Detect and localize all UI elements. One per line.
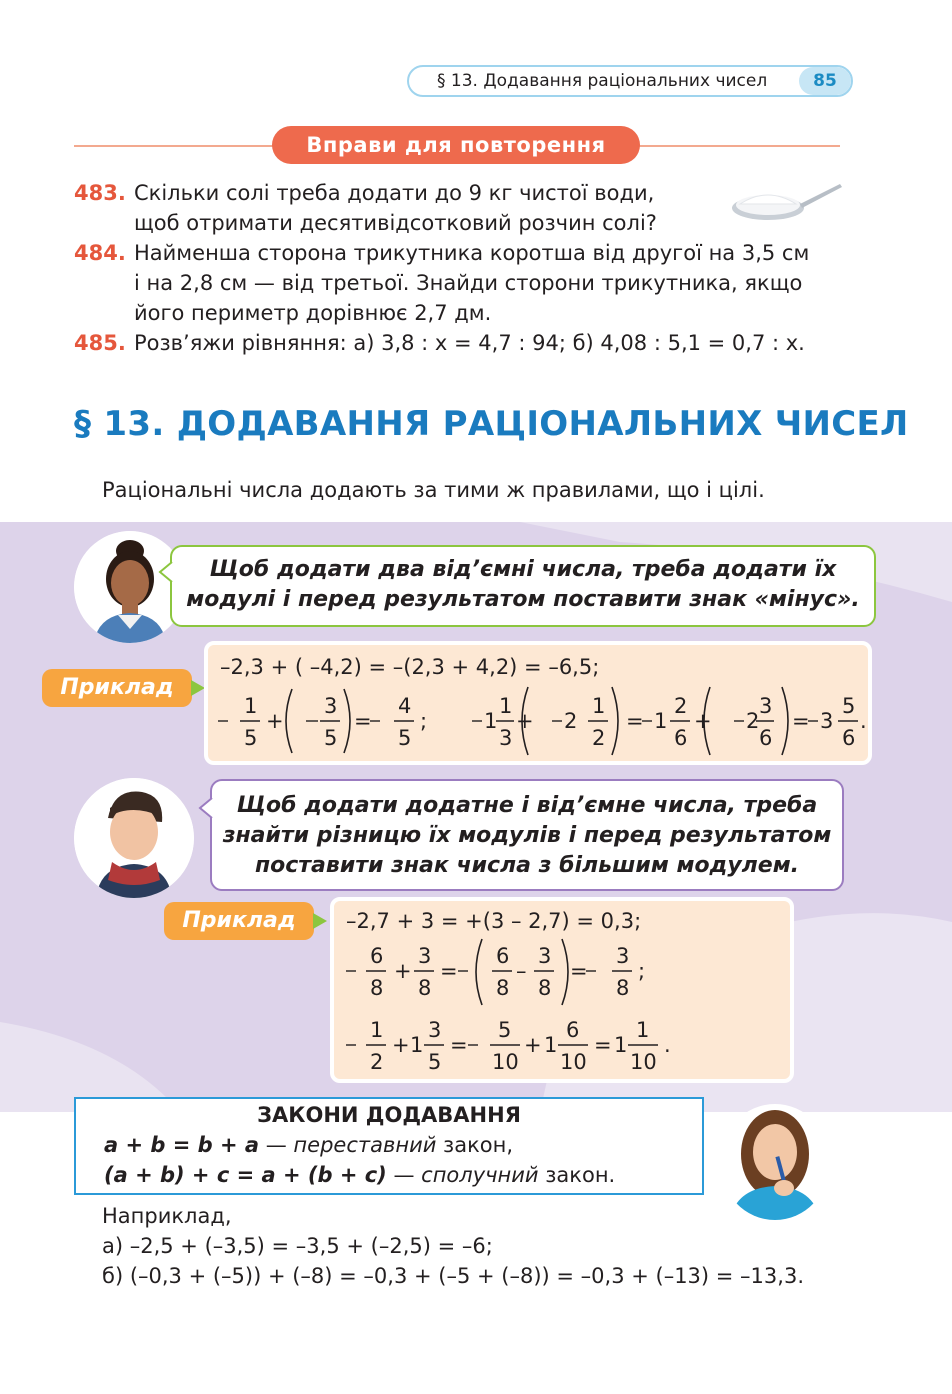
fraction-term: 3 [759, 694, 773, 718]
fraction-term: 5 [842, 694, 856, 718]
law-formula: a + b = b + a [104, 1133, 260, 1157]
section-title: § 13. ДОДАВАННЯ РАЦІОНАЛЬНИХ ЧИСЕЛ [74, 404, 909, 444]
fraction-term: 6 [496, 944, 510, 968]
rule-bubble-mixed-signs [210, 779, 844, 891]
fraction-term: 3 [616, 944, 630, 968]
fraction-term: 8 [616, 976, 630, 1000]
addition-laws-box [74, 1097, 704, 1195]
fraction-term: 3 [418, 944, 432, 968]
thinking-girl-icon [720, 1104, 830, 1220]
fraction-term: 2 [674, 694, 688, 718]
bubble-tail [198, 796, 214, 820]
exercise-484 [74, 238, 810, 325]
salt-spoon-icon [730, 178, 842, 224]
fraction-term: 6 [674, 726, 688, 750]
fraction-term: 3 [499, 726, 513, 750]
exercise-text [134, 238, 809, 328]
svg-text:=: = [570, 959, 588, 983]
fraction-term: 1 [614, 1033, 628, 1057]
exercise-line: його периметр дорівнює 2,7 дм. [134, 301, 492, 325]
boy-portrait-icon [74, 778, 194, 898]
fraction-term: 2 [592, 726, 606, 750]
fraction-term: 3 [820, 709, 834, 733]
example-arrow-icon [313, 913, 329, 929]
fraction-term: 1 [654, 709, 668, 733]
svg-text:.: . [860, 709, 867, 733]
exercise-483 [74, 178, 657, 235]
fraction-term: 6 [759, 726, 773, 750]
example-label: Приклад [164, 902, 314, 940]
exercise-number: 485. [74, 331, 126, 355]
law-dash: — [386, 1163, 422, 1187]
svg-text:+: + [524, 1033, 542, 1057]
exercise-485 [74, 328, 805, 358]
law-name: переставний [293, 1133, 437, 1157]
fraction-term: 6 [370, 944, 384, 968]
section-intro: Раціональні числа додають за тими ж правилами, що і цілі. [102, 478, 765, 502]
rule-line: поставити знак числа з більшим модулем. [254, 853, 800, 878]
fraction-term: 1 [544, 1033, 558, 1057]
example-box-mixed-signs [330, 897, 794, 1083]
rule-line: модулі і перед результатом поставити знак «мінус». [186, 587, 860, 612]
svg-text:+: + [694, 709, 712, 733]
svg-text:+: + [516, 709, 534, 733]
rule-line: знайти різницю їх модулів і перед результатом [222, 823, 832, 848]
example-box-negatives [204, 641, 872, 765]
boy-avatar [74, 778, 194, 898]
fraction-term: 2 [564, 709, 578, 733]
fraction-term: 10 [492, 1050, 519, 1074]
svg-text:=: = [626, 709, 644, 733]
law-name: сполучний [421, 1163, 539, 1187]
fraction-term: 5 [324, 726, 338, 750]
exercises-banner: Вправи для повторення [272, 126, 640, 164]
law-word: закон, [436, 1133, 514, 1157]
svg-text:;: ; [420, 709, 428, 733]
law-formula: (a + b) + c = a + (b + c) [104, 1163, 387, 1187]
svg-text:=: = [440, 959, 458, 983]
exercise-text: Розв’яжи рівняння: а) 3,8 : x = 4,7 : 94; б) 4,08 : 5,1 = 0,7 : x. [134, 331, 805, 355]
rule-bubble-negatives [170, 545, 876, 627]
fraction-term: 1 [370, 1018, 384, 1042]
svg-text:+: + [266, 709, 284, 733]
fraction-term: 6 [566, 1018, 580, 1042]
running-head-title: § 13. Додавання раціональних чисел [437, 71, 768, 91]
fraction-term: 2 [746, 709, 760, 733]
fraction-term: 8 [418, 976, 432, 1000]
associative-law [104, 1163, 615, 1187]
exercise-line: щоб отримати десятивідсотковий розчин солі? [134, 211, 657, 235]
rule-line: Щоб додати додатне і від’ємне числа, треба [236, 793, 818, 818]
fraction-term: 1 [410, 1033, 424, 1057]
exercise-line: Скільки солі треба додати до 9 кг чистої води, [134, 181, 655, 205]
fraction-term: 8 [538, 976, 552, 1000]
fraction-term: 10 [560, 1050, 587, 1074]
fraction-term: 1 [636, 1018, 650, 1042]
exercise-number: 483. [74, 181, 126, 205]
svg-text:=: = [594, 1033, 612, 1057]
example-b: б) (–0,3 + (–5)) + (–8) = –0,3 + (–5 + (–8)) = –0,3 + (–13) = –13,3. [102, 1264, 804, 1288]
exercise-text [134, 178, 657, 238]
fraction-equation [344, 1011, 684, 1081]
thinking-girl-avatar [720, 1104, 830, 1220]
fraction-term: 6 [842, 726, 856, 750]
fraction-term: 5 [428, 1050, 442, 1074]
fraction-term: 1 [592, 694, 606, 718]
fraction-term: 3 [428, 1018, 442, 1042]
law-dash: — [259, 1133, 294, 1157]
fraction-term: 5 [244, 726, 258, 750]
running-head [407, 65, 853, 97]
example-label: Приклад [42, 669, 192, 707]
svg-text:=: = [354, 709, 372, 733]
fraction-equation [214, 685, 868, 757]
bubble-tail [158, 560, 174, 584]
svg-text:–: – [516, 959, 527, 983]
fraction-term: 1 [244, 694, 258, 718]
fraction-term: 1 [499, 694, 513, 718]
svg-text:=: = [792, 709, 810, 733]
fraction-term: 2 [370, 1050, 384, 1074]
banner-rule-right [638, 145, 840, 147]
svg-text:+: + [392, 1033, 410, 1057]
exercise-line: і на 2,8 см — від третьої. Знайди сторони трикутника, якщо [134, 271, 803, 295]
fraction-term: 10 [630, 1050, 657, 1074]
fraction-term: 3 [324, 694, 338, 718]
examples-lead: Наприклад, [102, 1204, 232, 1228]
svg-text:;: ; [638, 959, 646, 983]
exercise-line: Найменша сторона трикутника коротша від другої на 3,5 см [134, 241, 810, 265]
example-line: –2,7 + 3 = +(3 – 2,7) = 0,3; [346, 909, 642, 933]
banner-rule-left [74, 145, 274, 147]
svg-text:=: = [450, 1033, 468, 1057]
fraction-term: 8 [496, 976, 510, 1000]
fraction-term: 3 [538, 944, 552, 968]
fraction-equation [344, 935, 664, 1009]
example-a: а) –2,5 + (–3,5) = –3,5 + (–2,5) = –6; [102, 1234, 493, 1258]
commutative-law [104, 1133, 513, 1157]
page-number: 85 [799, 67, 851, 95]
svg-text:.: . [664, 1033, 671, 1057]
svg-text:+: + [394, 959, 412, 983]
fraction-term: 8 [370, 976, 384, 1000]
laws-title: ЗАКОНИ ДОДАВАННЯ [257, 1103, 521, 1127]
fraction-term: 5 [498, 1018, 512, 1042]
fraction-term: 4 [398, 694, 412, 718]
law-word: закон. [538, 1163, 616, 1187]
fraction-term: 5 [398, 726, 412, 750]
exercise-number: 484. [74, 241, 126, 265]
rule-line: Щоб додати два від’ємні числа, треба додати їх [209, 557, 837, 582]
fraction-term: 1 [484, 709, 498, 733]
example-line: –2,3 + ( –4,2) = –(2,3 + 4,2) = –6,5; [220, 655, 600, 679]
